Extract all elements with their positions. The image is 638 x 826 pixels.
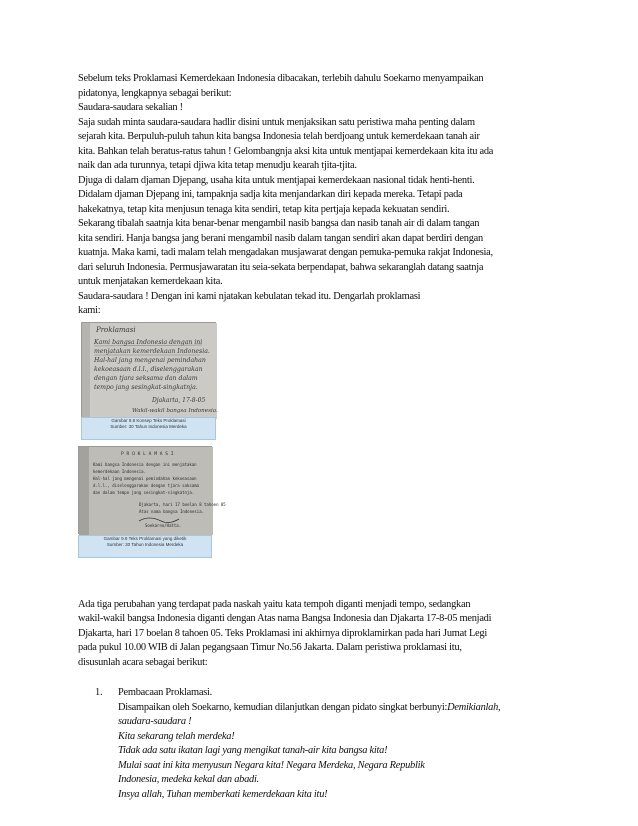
speech-line: Indonesia, medeka kekal dan abadi. [118, 774, 259, 785]
text-line: Sekarang tibalah saatnja kita benar-benar mengambil nasib bangsa dan nasib tanah air di dalam tangan [78, 218, 480, 229]
text-line: disusunlah acara sebagai berikut: [78, 656, 208, 668]
text-line: Saudara-saudara sekalian ! [78, 102, 183, 113]
list-item-title: Pembacaan Proklamasi. [118, 687, 213, 698]
text-line: kami: [78, 305, 101, 316]
list-number: 1. [95, 687, 103, 698]
text-line: Ada tiga perubahan yang terdapat pada naskah yaitu kata tempoh diganti menjadi tempo, sedangkan [78, 598, 471, 610]
event-list [78, 686, 574, 802]
handwriting-line: Hal-hal jang mengenai pemindahan [94, 356, 206, 364]
handwriting-line: kekoeasaan d.l.l., diselenggarakan [94, 365, 203, 373]
list-item-text: Disampaikan oleh Soekarno, kemudian dilanjutkan dengan pidato singkat berbunyi: [118, 701, 448, 713]
list-item-italic-text: Demikianlah, [447, 701, 501, 713]
intro-paragraph [78, 72, 574, 319]
handwriting-line: tempo jang sesingkat-singkatnja. [94, 383, 198, 391]
speech-line: Insya allah, Tuhan memberkati kemerdekaan kita itu! [118, 788, 328, 800]
text-line: sejarah kita. Berpuluh-puluh tahun kita bangsa Indonesia telah berdjoang untuk kemerdekaan tanah air [78, 131, 480, 142]
typed-line: Kami bangsa Indonesia dengan ini menjatakan [93, 461, 197, 467]
text-line: pidatonya, lengkapnya sebagai berikut: [78, 87, 232, 99]
speech-line: Kita sekarang telah merdeka! [118, 730, 235, 742]
speech-line: Tidak ada satu ikatan lagi yang mengikat tanah-air kita bangsa kita! [118, 745, 388, 756]
typed-line: Atas nama bangsa Indonesia. [139, 508, 205, 514]
typed-proclamation-figure [78, 446, 226, 558]
speech-line: Mulai saat ini kita menyusun Negara kita! Negara Merdeka, Negara Republik [118, 759, 425, 771]
text-line: Djuga di dalam djaman Djepang, usaha kita untuk mentjapai kemerdekaan nasional tidak henti-henti. [78, 174, 475, 186]
typed-line: kemerdekaan Indonesia. [93, 468, 146, 474]
typed-line: Hal-hal jang mengenai pemindahan kekoeasaan [93, 475, 197, 481]
text-line: dari seluruh Indonesia. Permusjawaratan itu seia-sekata berpendapat, bahwa sekaranglah datang saatnja [78, 261, 484, 273]
document-page [78, 72, 574, 802]
figure-caption [78, 535, 212, 558]
speech-line: saudara-saudara ! [118, 716, 192, 727]
text-line: kita. Bahkan telah beratus-ratus tahun ! Gelombangnja aksi kita untuk mentjapai kemerdekaan kita itu ada [78, 145, 494, 157]
text-line: Djakarta, hari 17 boelan 8 tahoen 05. Teks Proklamasi ini akhirnya diproklamirkan pada hari Jumat Legi [78, 627, 487, 639]
text-line: kuatnja. Maka kami, tadi malam telah mengadakan musjawarat dengan pemuka-pemuka rakjat Indonesia, [78, 247, 493, 258]
handwriting-line: Proklamasi [96, 325, 136, 334]
caption-line: Sumber: 30 Tahun Indonesia Merdeka [110, 423, 187, 429]
handwriting-drawing [82, 323, 217, 419]
caption-line: Gambar 9.8 Konsep Teks Proklamasi [111, 417, 186, 423]
handwritten-draft-image [81, 322, 216, 418]
typed-line: Djakarta, hari 17 boelan 8 tahoen 05 [139, 501, 226, 507]
text-line: pada pukul 10.00 WIB di Jalan pegangsaan Timur No.56 Jakarta. Dalam peristiwa proklamasi itu, [78, 642, 462, 653]
handwritten-proclamation-figure [81, 322, 216, 440]
list-item [78, 686, 574, 802]
text-line: hakekatnya, tetap kita menjusun tenaga kita sendiri, tetap kita pertjaja kepada kekuatan sendiri. [78, 203, 450, 215]
typed-line: dan dalam tempo jang sesingkat-singkatnja. [93, 489, 195, 495]
typed-title: P R O K L A M A S I [121, 451, 174, 457]
text-line: naik dan ada turunnya, tetapi djiwa kita tetap menudju kearah tjita-tjita. [78, 160, 357, 171]
text-line: untuk menjatakan kemerdekaan kita. [78, 276, 223, 287]
caption-line: Gambar 9.9 Teks Proklamasi yang diketik [103, 535, 187, 541]
body-paragraph [78, 598, 574, 671]
text-line: wakil-wakil bangsa Indonesia diganti dengan Atas nama Bangsa Indonesia dan Djakarta 17-8-05 menjadi [78, 613, 492, 624]
figure-caption [81, 417, 216, 440]
handwriting-line: Kami bangsa Indonesia dengan ini [94, 338, 203, 346]
text-line: Saudara-saudara ! Dengan ini kami njatakan kebulatan tekad itu. Dengarlah proklamasi [78, 290, 421, 302]
text-line: Didalam djaman Djepang ini, tampaknja sadja kita menjandarkan diri kepada mereka. Tetapi pada [78, 189, 463, 200]
typed-proclamation-image [78, 446, 226, 534]
text-line: Saja sudah minta saudara-saudara hadlir disini untuk menjaksikan satu peristiwa maha penting dalam [78, 116, 475, 128]
text-line: kita sendiri. Hanja bangsa jang berani mengambil nasib dalam tangan sendiri akan dapat berdiri dengan [78, 232, 483, 244]
caption-line: Sumber: 30 Tahun Indonesia Merdeka [106, 541, 184, 547]
typed-line: Soekarno/Hatta. [145, 522, 182, 528]
handwriting-line: Djakarta, 17-8-05 [152, 396, 206, 404]
handwriting-line: dengan tjara seksama dan dalam [94, 374, 198, 382]
typed-document-drawing [79, 447, 226, 535]
handwriting-line: Wakil-wakil bangsa Indonesia. [132, 407, 218, 414]
typed-line: d.l.l., diselenggarakan dengan tjara saksama [93, 482, 199, 488]
handwriting-line: menjatakan kemerdekaan Indonesia. [94, 347, 210, 355]
list-item-line [118, 701, 574, 716]
text-line: Sebelum teks Proklamasi Kemerdekaan Indonesia dibacakan, terlebih dahulu Soekarno menyampaikan [78, 73, 484, 84]
